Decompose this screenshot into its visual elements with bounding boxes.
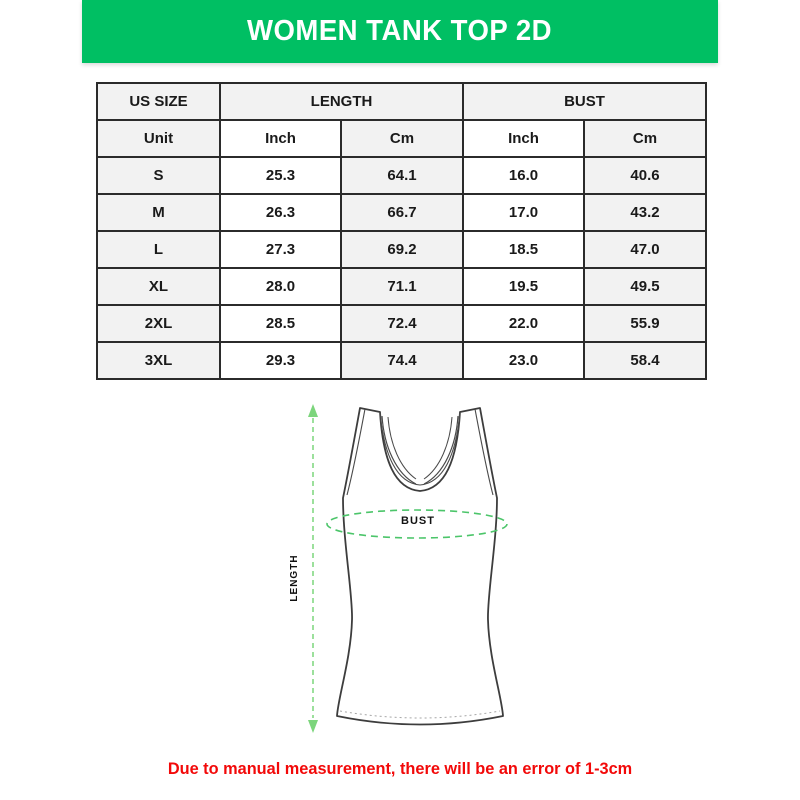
size-chart-table bbox=[96, 82, 707, 380]
bust-cm-cell: 55.9 bbox=[584, 305, 706, 342]
length-inch-cell: 28.0 bbox=[220, 268, 341, 305]
table-row bbox=[97, 305, 706, 342]
col-header-length: LENGTH bbox=[220, 83, 463, 120]
size-cell: 2XL bbox=[97, 305, 220, 342]
size-cell: 3XL bbox=[97, 342, 220, 379]
size-cell: L bbox=[97, 231, 220, 268]
measurement-diagram bbox=[270, 396, 530, 741]
length-inch-cell: 29.3 bbox=[220, 342, 341, 379]
size-cell: S bbox=[97, 157, 220, 194]
length-cm-cell: 74.4 bbox=[341, 342, 463, 379]
bust-inch-cell: 16.0 bbox=[463, 157, 584, 194]
unit-label-cell: Unit bbox=[97, 120, 220, 157]
table-row bbox=[97, 157, 706, 194]
bust-inch-cell: 22.0 bbox=[463, 305, 584, 342]
length-inch-header: Inch bbox=[220, 120, 341, 157]
col-header-bust: BUST bbox=[463, 83, 706, 120]
bust-cm-cell: 47.0 bbox=[584, 231, 706, 268]
measurement-note: Due to manual measurement, there will be an error of 1-3cm bbox=[167, 759, 633, 778]
bust-inch-cell: 18.5 bbox=[463, 231, 584, 268]
length-inch-cell: 26.3 bbox=[220, 194, 341, 231]
size-cell: XL bbox=[97, 268, 220, 305]
length-cm-header: Cm bbox=[341, 120, 463, 157]
table-row bbox=[97, 194, 706, 231]
bust-cm-cell: 49.5 bbox=[584, 268, 706, 305]
table-row bbox=[97, 268, 706, 305]
tank-top-diagram bbox=[270, 396, 530, 741]
bust-label: BUST bbox=[401, 515, 435, 527]
length-inch-cell: 25.3 bbox=[220, 157, 341, 194]
length-arrow-bottom-icon bbox=[308, 720, 318, 733]
table-row bbox=[97, 342, 706, 379]
size-cell: M bbox=[97, 194, 220, 231]
bust-inch-cell: 17.0 bbox=[463, 194, 584, 231]
bust-inch-cell: 23.0 bbox=[463, 342, 584, 379]
length-cm-cell: 71.1 bbox=[341, 268, 463, 305]
bust-inch-header: Inch bbox=[463, 120, 584, 157]
bust-cm-header: Cm bbox=[584, 120, 706, 157]
length-cm-cell: 64.1 bbox=[341, 157, 463, 194]
length-inch-cell: 28.5 bbox=[220, 305, 341, 342]
length-cm-cell: 66.7 bbox=[341, 194, 463, 231]
col-header-us-size: US SIZE bbox=[97, 83, 220, 120]
page-title: WOMEN TANK TOP 2D bbox=[247, 15, 553, 47]
length-arrow-top-icon bbox=[308, 404, 318, 417]
bust-cm-cell: 58.4 bbox=[584, 342, 706, 379]
tank-top-outline bbox=[337, 408, 503, 725]
length-label: LENGTH bbox=[289, 554, 300, 602]
unit-row bbox=[97, 120, 706, 157]
length-cm-cell: 72.4 bbox=[341, 305, 463, 342]
table-row bbox=[97, 231, 706, 268]
table-header-row bbox=[97, 83, 706, 120]
bust-inch-cell: 19.5 bbox=[463, 268, 584, 305]
title-banner bbox=[82, 0, 718, 63]
length-inch-cell: 27.3 bbox=[220, 231, 341, 268]
bust-cm-cell: 43.2 bbox=[584, 194, 706, 231]
bust-cm-cell: 40.6 bbox=[584, 157, 706, 194]
length-cm-cell: 69.2 bbox=[341, 231, 463, 268]
